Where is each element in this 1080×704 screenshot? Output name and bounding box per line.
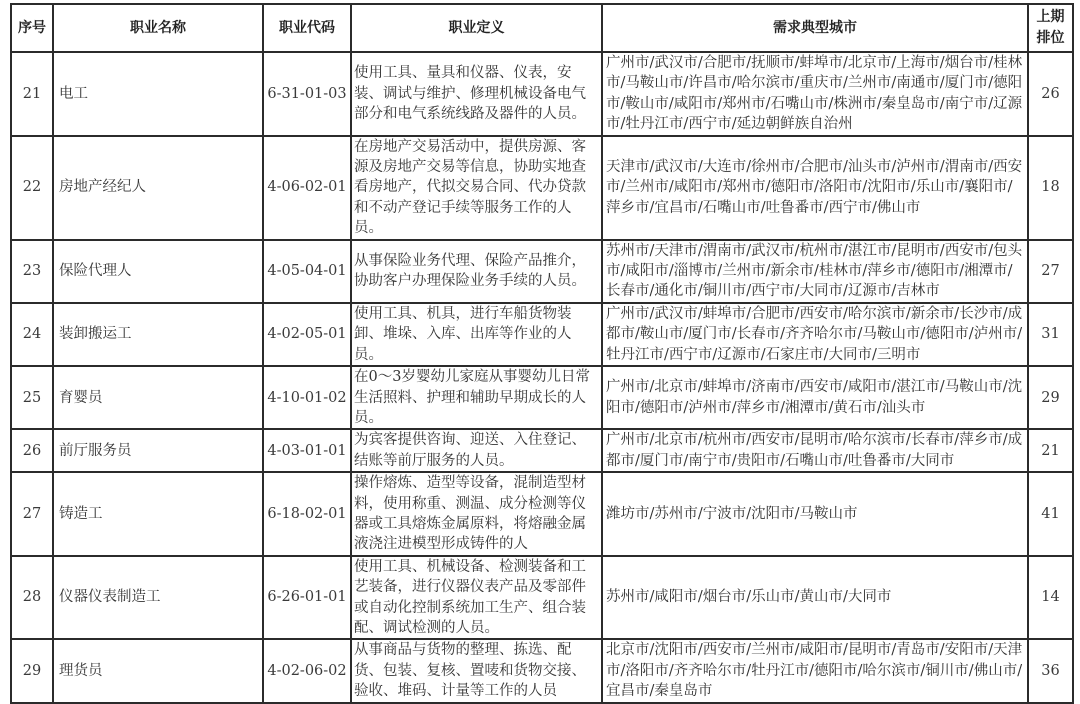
row-index: 28	[11, 556, 53, 640]
occupation-code: 6-31-01-03	[263, 52, 351, 136]
occupation-definition: 操作熔炼、造型等设备，混制造型材料，使用称重、测温、成分检测等仪器或工具熔炼金属原料，将熔融金属液浇注进模型形成铸件的人	[351, 472, 602, 556]
previous-rank: 31	[1028, 303, 1073, 366]
occupation-code: 6-18-02-01	[263, 472, 351, 556]
occupation-name: 装卸搬运工	[53, 303, 263, 366]
header-previous-rank: 上期排位	[1028, 4, 1073, 52]
typical-cities: 广州市/北京市/蚌埠市/济南市/西安市/咸阳市/湛江市/马鞍山市/沈阳市/德阳市/泸州市/萍乡市/湘潭市/黄石市/汕头市	[602, 366, 1028, 429]
table-row	[11, 556, 1073, 640]
typical-cities: 潍坊市/苏州市/宁波市/沈阳市/马鞍山市	[602, 472, 1028, 556]
table-row	[11, 52, 1073, 136]
previous-rank: 18	[1028, 136, 1073, 240]
occupation-definition: 从事保险业务代理、保险产品推介，协助客户办理保险业务手续的人员。	[351, 240, 602, 303]
header-occupation-code: 职业代码	[263, 4, 351, 52]
table-row	[11, 366, 1073, 429]
header-typical-cities: 需求典型城市	[602, 4, 1028, 52]
row-index: 24	[11, 303, 53, 366]
header-occupation-definition: 职业定义	[351, 4, 602, 52]
occupation-name: 仪器仪表制造工	[53, 556, 263, 640]
occupation-name: 铸造工	[53, 472, 263, 556]
previous-rank: 21	[1028, 429, 1073, 472]
occupation-name: 理货员	[53, 639, 263, 702]
typical-cities: 北京市/沈阳市/西安市/兰州市/咸阳市/昆明市/青岛市/安阳市/天津市/洛阳市/齐齐哈尔市/牡丹江市/德阳市/哈尔滨市/铜川市/佛山市/宜昌市/秦皇岛市	[602, 639, 1028, 702]
typical-cities: 广州市/武汉市/合肥市/抚顺市/蚌埠市/北京市/上海市/烟台市/桂林市/马鞍山市/许昌市/哈尔滨市/重庆市/兰州市/南通市/厦门市/德阳市/鞍山市/咸阳市/郑州市/石嘴山市/株洲市/秦皇岛市/南宁市/辽源市/牡丹江市/西宁市/延边朝鲜族自治州	[602, 52, 1028, 136]
occupation-definition: 使用工具、量具和仪器、仪表，安装、调试与维护、修理机械设备电气部分和电气系统线路及器件的人员。	[351, 52, 602, 136]
occupation-definition: 使用工具、机械设备、检测装备和工艺装备，进行仪器仪表产品及零部件或自动化控制系统加工生产、组合装配、调试检测的人员。	[351, 556, 602, 640]
occupation-definition: 使用工具、机具，进行车船货物装卸、堆垛、入库、出库等作业的人员。	[351, 303, 602, 366]
occupation-demand-table	[10, 3, 1074, 704]
occupation-name: 房地产经纪人	[53, 136, 263, 240]
occupation-name: 电工	[53, 52, 263, 136]
occupation-name: 育婴员	[53, 366, 263, 429]
occupation-definition: 在房地产交易活动中，提供房源、客源及房地产交易等信息，协助实地查看房地产，代拟交易合同、代办贷款和不动产登记手续等服务工作的人员。	[351, 136, 602, 240]
header-index: 序号	[11, 4, 53, 52]
row-index: 21	[11, 52, 53, 136]
previous-rank: 14	[1028, 556, 1073, 640]
previous-rank: 26	[1028, 52, 1073, 136]
occupation-definition: 在0～3岁婴幼儿家庭从事婴幼儿日常生活照料、护理和辅助早期成长的人员。	[351, 366, 602, 429]
occupation-code: 6-26-01-01	[263, 556, 351, 640]
header-occupation-name: 职业名称	[53, 4, 263, 52]
occupation-code: 4-03-01-01	[263, 429, 351, 472]
previous-rank: 36	[1028, 639, 1073, 702]
typical-cities: 广州市/北京市/杭州市/西安市/昆明市/哈尔滨市/长春市/萍乡市/成都市/厦门市/南宁市/贵阳市/石嘴山市/吐鲁番市/大同市	[602, 429, 1028, 472]
previous-rank: 27	[1028, 240, 1073, 303]
typical-cities: 广州市/武汉市/蚌埠市/合肥市/西安市/哈尔滨市/新余市/长沙市/成都市/鞍山市/厦门市/长春市/齐齐哈尔市/马鞍山市/德阳市/泸州市/牡丹江市/西宁市/辽源市/石家庄市/大同市/三明市	[602, 303, 1028, 366]
typical-cities: 天津市/武汉市/大连市/徐州市/合肥市/汕头市/泸州市/渭南市/西安市/兰州市/咸阳市/郑州市/德阳市/洛阳市/沈阳市/乐山市/襄阳市/萍乡市/宜昌市/石嘴山市/吐鲁番市/西宁市/佛山市	[602, 136, 1028, 240]
previous-rank: 41	[1028, 472, 1073, 556]
row-index: 26	[11, 429, 53, 472]
table-row	[11, 240, 1073, 303]
table-row	[11, 136, 1073, 240]
row-index: 29	[11, 639, 53, 702]
occupation-code: 4-02-06-02	[263, 639, 351, 702]
occupation-code: 4-05-04-01	[263, 240, 351, 303]
row-index: 23	[11, 240, 53, 303]
typical-cities: 苏州市/天津市/渭南市/武汉市/杭州市/湛江市/昆明市/西安市/包头市/咸阳市/淄博市/兰州市/新余市/桂林市/萍乡市/德阳市/湘潭市/长春市/通化市/铜川市/西宁市/大同市/辽源市/吉林市	[602, 240, 1028, 303]
occupation-definition: 为宾客提供咨询、迎送、入住登记、结账等前厅服务的人员。	[351, 429, 602, 472]
row-index: 22	[11, 136, 53, 240]
table-row	[11, 472, 1073, 556]
occupation-code: 4-02-05-01	[263, 303, 351, 366]
occupation-definition: 从事商品与货物的整理、拣选、配货、包装、复核、置唛和货物交接、验收、堆码、计量等工作的人员	[351, 639, 602, 702]
table-header-row	[11, 4, 1073, 52]
table-row	[11, 303, 1073, 366]
occupation-code: 4-10-01-02	[263, 366, 351, 429]
occupation-name: 前厅服务员	[53, 429, 263, 472]
typical-cities: 苏州市/咸阳市/烟台市/乐山市/黄山市/大同市	[602, 556, 1028, 640]
table-row	[11, 639, 1073, 702]
table-row	[11, 429, 1073, 472]
row-index: 25	[11, 366, 53, 429]
occupation-code: 4-06-02-01	[263, 136, 351, 240]
row-index: 27	[11, 472, 53, 556]
previous-rank: 29	[1028, 366, 1073, 429]
occupation-name: 保险代理人	[53, 240, 263, 303]
